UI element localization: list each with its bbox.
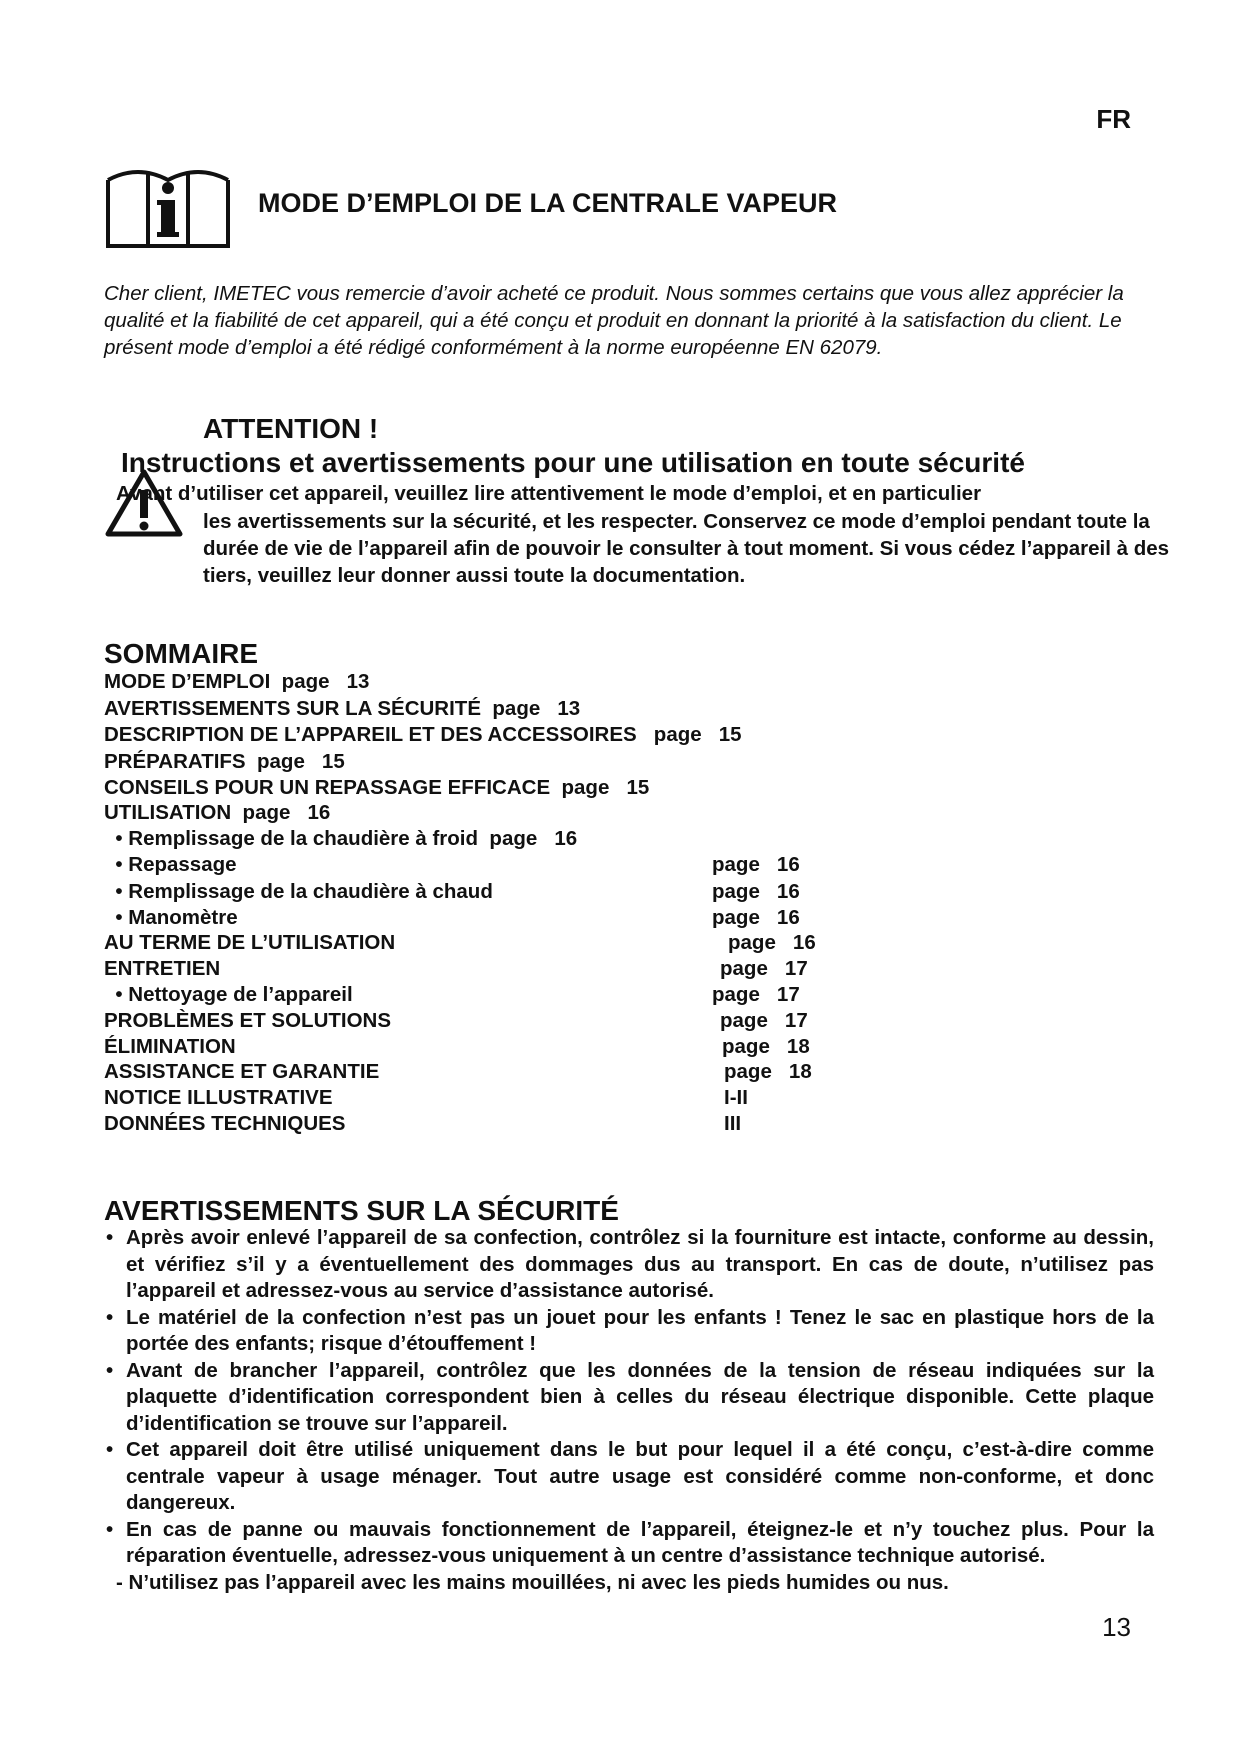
toc-page-ref: page 17 <box>720 1009 808 1032</box>
toc-entry: AU TERME DE L’UTILISATION <box>104 931 396 954</box>
toc-entry: NOTICE ILLUSTRATIVE <box>104 1086 333 1109</box>
page-number: 13 <box>1102 1612 1131 1642</box>
attention-subheading: Instructions et avertissements pour une utilisation en toute sécurité <box>121 447 1025 478</box>
toc-entry: ENTRETIEN <box>104 957 221 980</box>
attention-body: les avertissements sur la sécurité, et les respecter. Conservez ce mode d’emploi pendant toute la durée de vie de l’appareil afin de pouvoir le consulter à tout moment. Si vous cédez l’appareil à des tiers, veuillez leur donner aussi toute la documentation. <box>203 510 1170 587</box>
toc-subentry: • Remplissage de la chaudière à chaud <box>104 880 493 903</box>
toc-page-ref: page 17 <box>712 983 800 1006</box>
toc-entry: PRÉPARATIFS page 15 <box>104 750 345 773</box>
toc-page-ref: page 18 <box>724 1060 812 1083</box>
toc-entry: DESCRIPTION DE L’APPAREIL ET DES ACCESSOIRES page 15 <box>104 723 742 746</box>
safety-list <box>104 1225 1154 1596</box>
toc-page-ref: page 17 <box>720 957 808 980</box>
toc-entry: UTILISATION page 16 <box>104 801 331 824</box>
toc-page-ref: page 16 <box>712 906 800 929</box>
toc-entry: ÉLIMINATION <box>104 1035 236 1058</box>
language-label: FR <box>1096 104 1131 134</box>
attention-heading: ATTENTION ! <box>203 413 379 444</box>
toc-subentry: • Repassage <box>104 853 237 876</box>
safety-item: • Avant de brancher l’appareil, contrôlez que les données de la tension de réseau indiquées sur la plaquette d’identification correspondent bien à celles du réseau électrique disponible. Cette plaque d’identification se trouve sur l’appareil. <box>104 1358 1154 1438</box>
toc-page-ref: I-II <box>724 1086 748 1109</box>
toc-page-ref: page 18 <box>722 1035 810 1058</box>
toc-title: SOMMAIRE <box>104 638 258 669</box>
safety-item: • Après avoir enlevé l’appareil de sa confection, contrôlez si la fourniture est intacte, conforme au dessin, et vérifiez s’il y a éventuellement des dommages dus au transport. En cas de doute, n’utilisez pas l’appareil et adressez-vous au service d’assistance autorisé. <box>104 1225 1154 1305</box>
toc-subentry: • Manomètre <box>104 906 238 929</box>
document-title: MODE D’EMPLOI DE LA CENTRALE VAPEUR <box>258 188 838 218</box>
toc-page-ref: page 16 <box>728 931 816 954</box>
toc-entry: ASSISTANCE ET GARANTIE <box>104 1060 380 1083</box>
info-book-icon <box>104 160 232 250</box>
safety-item: • En cas de panne ou mauvais fonctionnement de l’appareil, éteignez-le et n’y touchez plus. Pour la réparation éventuelle, adressez-vous uniquement à un centre d’assistance technique autorisé. <box>104 1517 1154 1570</box>
toc-page-ref: page 16 <box>712 853 800 876</box>
safety-item: • Le matériel de la confection n’est pas un jouet pour les enfants ! Tenez le sac en plastique hors de la portée des enfants; risque d’étouffement ! <box>104 1305 1154 1358</box>
toc-entry: PROBLÈMES ET SOLUTIONS <box>104 1009 392 1032</box>
safety-title: AVERTISSEMENTS SUR LA SÉCURITÉ <box>104 1195 619 1226</box>
toc-entry: DONNÉES TECHNIQUES <box>104 1112 346 1135</box>
attention-line-1: Avant d’utiliser cet appareil, veuillez lire attentivement le mode d’emploi, et en particulier <box>116 482 982 505</box>
intro-paragraph: Cher client, IMETEC vous remercie d’avoir acheté ce produit. Nous sommes certains que vous allez apprécier la qualité et la fiabilité de cet appareil, qui a été conçu et produit en donnant la priorité à la satisfaction du client. Le présent mode d’emploi a été rédigé conformément à la norme européenne EN 62079. <box>104 282 1124 359</box>
toc-subentry: • Remplissage de la chaudière à froid page 16 <box>104 827 578 850</box>
toc-page-ref: III <box>724 1112 742 1135</box>
toc-entry: AVERTISSEMENTS SUR LA SÉCURITÉ page 13 <box>104 697 581 720</box>
safety-item: - N’utilisez pas l’appareil avec les mains mouillées, ni avec les pieds humides ou nus. <box>116 1570 949 1594</box>
toc-entry: MODE D’EMPLOI page 13 <box>104 670 370 693</box>
toc-subentry: • Nettoyage de l’appareil <box>104 983 353 1006</box>
toc-entry: CONSEILS POUR UN REPASSAGE EFFICACE page 15 <box>104 776 650 799</box>
safety-item: • Cet appareil doit être utilisé uniquement dans le but pour lequel il a été conçu, c’est-à-dire comme centrale vapeur à usage ménager. Tout autre usage est considéré comme non-conforme, et donc dangereux. <box>104 1437 1154 1517</box>
toc-page-ref: page 16 <box>712 880 800 903</box>
